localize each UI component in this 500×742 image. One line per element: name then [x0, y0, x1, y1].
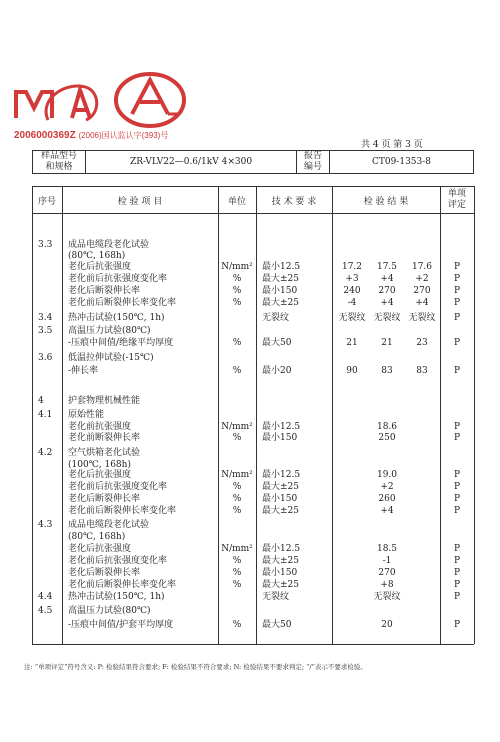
cell-item: 老化后抗张强度 [68, 470, 132, 480]
table-border [474, 186, 475, 644]
cell-result-2: +4 [380, 506, 394, 516]
cell-item: -压痕中间值/绝缘平均厚度 [68, 338, 174, 348]
certificate-number: 2006000369Z [14, 130, 76, 141]
cell-requirement: 最小12.5 [262, 470, 301, 480]
cell-unit: N/mm² [221, 544, 253, 554]
cell-requirement: 最小12.5 [262, 544, 301, 554]
cell-result-1: -4 [347, 298, 357, 308]
cell-item: 老化前后断裂伸长率变化率 [68, 506, 177, 516]
cma-stamp [8, 78, 108, 130]
column-header [32, 186, 474, 214]
cell-result-3: 无裂纹 [408, 313, 436, 323]
cell-unit: % [232, 274, 242, 284]
cell-evaluation: P [453, 298, 461, 308]
cell-result-2: +8 [380, 580, 394, 590]
cell-item: 老化后抗张强度 [68, 262, 132, 272]
cell-evaluation: P [453, 556, 461, 566]
cell-requirement: 最小150 [262, 568, 298, 578]
cell-result-2: 270 [378, 568, 396, 578]
cell-requirement: 最大±25 [262, 298, 299, 308]
cell-result-2: +4 [380, 298, 394, 308]
cell-result-1: 90 [346, 366, 358, 376]
cell-requirement: 最大±25 [262, 482, 299, 492]
cell-requirement: 最大±25 [262, 274, 299, 284]
cell-evaluation: P [453, 506, 461, 516]
cell-evaluation: P [453, 620, 461, 630]
cell-unit: % [232, 366, 242, 376]
cell-result-2: 18.5 [376, 544, 398, 554]
cell-result-2: 17.5 [376, 262, 398, 272]
cell-evaluation: P [453, 433, 461, 443]
cell-requirement: 最小150 [262, 433, 298, 443]
cell-item: 老化前抗张强度 [68, 422, 132, 432]
cell-unit: % [232, 433, 242, 443]
cell-item: 老化前后断裂伸长率变化率 [68, 298, 177, 308]
cell-result-3: 83 [416, 366, 428, 376]
cell-requirement: 最大50 [262, 620, 292, 630]
cell-evaluation: P [453, 338, 461, 348]
cell-requirement: 最大±25 [262, 506, 299, 516]
cell-evaluation: P [453, 580, 461, 590]
sample-header [32, 150, 474, 174]
cell-evaluation: P [453, 286, 461, 296]
cell-unit: % [232, 286, 242, 296]
cell-result-2: 21 [381, 338, 393, 348]
cell-result-1: 无裂纹 [338, 313, 366, 323]
cell-item: 老化前断裂伸长率 [68, 433, 141, 443]
cell-seq: 3.3 [38, 240, 53, 250]
cell-seq: 4.1 [38, 410, 53, 420]
cell-evaluation: P [453, 470, 461, 480]
cell-evaluation: P [453, 366, 461, 376]
report-label: 报告 编号 [297, 151, 330, 174]
cell-result-3: +2 [415, 274, 429, 284]
cell-evaluation: P [453, 592, 461, 602]
cell-item: 热冲击试验(150℃, 1h) [68, 313, 165, 323]
cell-item: -伸长率 [68, 366, 99, 376]
cell-evaluation: P [453, 568, 461, 578]
cell-result-3: 23 [416, 338, 428, 348]
cell-result-3: +4 [415, 298, 429, 308]
cell-seq: 4.5 [38, 606, 53, 616]
cell-result-3: 270 [413, 286, 431, 296]
cell-result-1: 240 [343, 286, 361, 296]
page-number: 共 4 页 第 3 页 [361, 140, 423, 150]
cell-result-2: 18.6 [376, 422, 398, 432]
cell-result-2: 20 [381, 620, 393, 630]
cell-unit: % [232, 556, 242, 566]
cell-item: -压痕中间值/护套平均厚度 [68, 620, 174, 630]
certificate-approval: (2006)国认监认字(393)号 [78, 131, 169, 140]
cell-unit: N/mm² [221, 262, 253, 272]
cell-requirement: 最小20 [262, 366, 292, 376]
cell-result-1: 17.2 [341, 262, 363, 272]
col-unit: 单位 [218, 187, 257, 213]
cal-stamp [110, 70, 190, 130]
cell-evaluation: P [453, 494, 461, 504]
cell-seq: 3.5 [38, 326, 53, 336]
cell-unit: % [232, 568, 242, 578]
cell-item: 老化后抗张强度 [68, 544, 132, 554]
cell-unit: % [232, 580, 242, 590]
cell-result-2: 无裂纹 [373, 592, 401, 602]
cell-item: 护套物理机械性能 [68, 396, 141, 406]
model-label: 样品型号 和规格 [33, 151, 86, 174]
cell-seq: 3.6 [38, 353, 53, 363]
cell-unit: % [232, 482, 242, 492]
cell-requirement: 最大±25 [262, 556, 299, 566]
cell-item: (80℃, 168h) [68, 251, 126, 261]
cell-result-1: 21 [346, 338, 358, 348]
cell-unit: N/mm² [221, 470, 253, 480]
cell-requirement: 最小150 [262, 494, 298, 504]
cell-item: (80℃, 168h) [68, 532, 126, 542]
cell-result-2: +4 [380, 274, 394, 284]
cell-requirement: 无裂纹 [262, 592, 290, 602]
cell-seq: 4 [38, 396, 44, 406]
cell-unit: % [232, 494, 242, 504]
cell-result-2: 无裂纹 [373, 313, 401, 323]
cell-evaluation: P [453, 262, 461, 272]
cma-logo-icon [8, 78, 108, 130]
cell-item: 老化后断裂伸长率 [68, 286, 141, 296]
cell-item: 老化前后抗张强度变化率 [68, 274, 168, 284]
certificate-line [14, 130, 168, 141]
col-item: 检 验 项 目 [62, 187, 219, 213]
cell-item: 老化后断裂伸长率 [68, 568, 141, 578]
cell-requirement: 最小12.5 [262, 422, 301, 432]
cal-logo-icon [110, 70, 190, 130]
cell-seq: 4.4 [38, 592, 53, 602]
cell-seq: 3.4 [38, 313, 53, 323]
cell-seq: 4.2 [38, 448, 53, 458]
cell-item: 低温拉伸试验(-15℃) [68, 353, 154, 363]
cell-item: 老化前后断裂伸长率变化率 [68, 580, 177, 590]
cell-result-2: -1 [382, 556, 392, 566]
cell-result-3: 17.6 [411, 262, 433, 272]
cell-item: 成品电缆段老化试验 [68, 520, 150, 530]
cell-unit: N/mm² [221, 422, 253, 432]
cell-evaluation: P [453, 422, 461, 432]
cell-requirement: 最大±25 [262, 580, 299, 590]
col-evaluation: 单项 评定 [447, 189, 466, 210]
cell-result-2: +2 [380, 482, 394, 492]
cell-item: 老化前后抗张强度变化率 [68, 556, 168, 566]
cell-evaluation: P [453, 544, 461, 554]
report-value: CT09-1353-8 [330, 151, 474, 174]
cell-requirement: 无裂纹 [262, 313, 290, 323]
cell-item: 成品电缆段老化试验 [68, 240, 150, 250]
col-requirement: 技 术 要 求 [256, 187, 333, 213]
cell-requirement: 最大50 [262, 338, 292, 348]
cell-item: 原始性能 [68, 410, 105, 420]
cell-evaluation: P [453, 274, 461, 284]
cell-requirement: 最小150 [262, 286, 298, 296]
cell-requirement: 最小12.5 [262, 262, 301, 272]
cell-result-2: 250 [378, 433, 396, 443]
cell-item: 老化后断裂伸长率 [68, 494, 141, 504]
cell-result-2: 19.0 [376, 470, 398, 480]
cell-result-1: +3 [345, 274, 359, 284]
cell-item: 高温压力试验(80℃) [68, 326, 151, 336]
cell-item: (100℃, 168h) [68, 460, 131, 470]
cell-result-2: 270 [378, 286, 396, 296]
cell-result-2: 260 [378, 494, 396, 504]
cell-unit: % [232, 298, 242, 308]
cell-unit: % [232, 620, 242, 630]
cell-unit: % [232, 338, 242, 348]
cell-seq: 4.3 [38, 520, 53, 530]
cell-item: 热冲击试验(150℃, 1h) [68, 592, 165, 602]
cell-result-2: 83 [381, 366, 393, 376]
cell-unit: % [232, 506, 242, 516]
cell-evaluation: P [453, 313, 461, 323]
footnote: 注: “单项评定”符号含义: P: 检验结果符合要求; F: 检验结果不符合要求; N: 检验结果不要求判定; “/”表示不要求检验。 [24, 663, 367, 671]
model-value: ZR-VLV22—0.6/1kV 4×300 [86, 151, 297, 174]
col-seq: 序号 [32, 187, 63, 213]
cell-item: 空气烘箱老化试验 [68, 448, 141, 458]
cell-item: 高温压力试验(80℃) [68, 606, 151, 616]
cell-item: 老化前后抗张强度变化率 [68, 482, 168, 492]
cell-evaluation: P [453, 482, 461, 492]
col-result: 检 验 结 果 [332, 187, 441, 213]
